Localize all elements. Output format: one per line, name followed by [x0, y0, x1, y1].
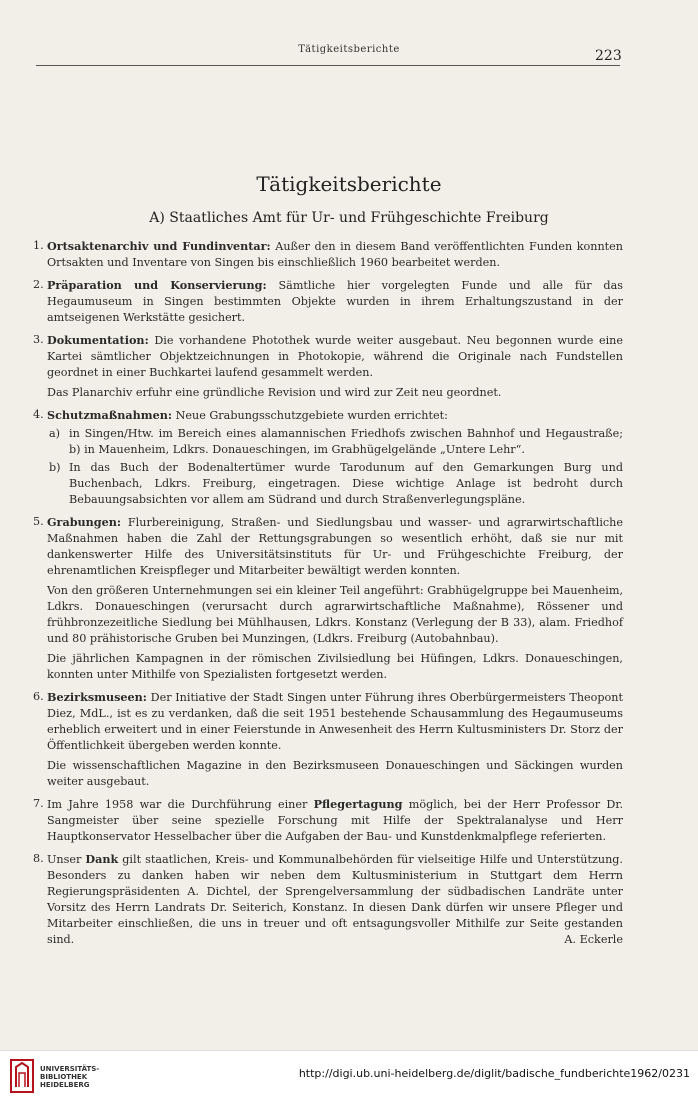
- item-text: gilt staatlichen, Kreis- und Kommunalbehörden für vielseitige Hilfe und Unterstützung. Besonders zu danken haben wir neben dem Kultusministerium in Stuttgart dem Herrn Regierungspräsidenten A. Dichtel, der Sprengelversammlung der südbadischen Landräte unter Vorsitz des Herrn Landrats Dr. Seiterich, Konstanz. In diesen Dank dürfen wir unsere Pfleger und Mitarbeiter einschließen, die uns in treuer und oft entsagungsvoller Mithilfe zur Seite gestanden sind.: [47, 853, 623, 946]
- item-text: Von den größeren Unternehmungen sei ein kleiner Teil angeführt: Grabhügelgruppe bei Mauenheim, Ldkrs. Donaueschingen (verursacht durch agrarwirtschaftliche Maßnahme), Rössener und frühbronzezeitliche Siedlung bei Mühlhausen, Ldkrs. Konstanz (Verlegung der B 33), alam. Friedhof und 80 prähistorische Gruben bei Munzingen, (Ldkrs. Freiburg (Autobahnbau).: [47, 584, 623, 645]
- item-number: 4.: [33, 408, 44, 421]
- item-text: Im Jahre 1958 war die Durchführung einer: [47, 798, 314, 811]
- report-item: [33, 514, 623, 683]
- header-rule: [36, 65, 620, 66]
- sub-item-label: a): [49, 427, 61, 440]
- item-text: Das Planarchiv erfuhr eine gründliche Revision und wird zur Zeit neu geordnet.: [47, 386, 502, 399]
- item-heading: Dokumentation:: [47, 333, 149, 347]
- page-title: Tätigkeitsberichte: [256, 172, 442, 196]
- sub-item: [47, 460, 623, 508]
- report-item: [33, 689, 623, 790]
- footer-bar: [0, 1050, 698, 1102]
- source-url-link[interactable]: http://digi.ub.uni-heidelberg.de/diglit/badische_fundberichte1962/0231: [298, 1067, 690, 1080]
- item-heading: Präparation und Konservierung:: [47, 278, 267, 292]
- item-heading: Bezirksmuseen:: [47, 690, 147, 704]
- item-text: Unser: [47, 853, 86, 866]
- report-item: [33, 332, 623, 401]
- item-text: Die wissenschaftlichen Magazine in den Bezirksmuseen Donaueschingen und Säckingen wurden weiter ausgebaut.: [47, 759, 623, 788]
- library-name-line: UNIVERSITÄTS-: [40, 1065, 100, 1073]
- item-heading: Pflegertagung: [313, 797, 403, 811]
- item-number: 6.: [33, 690, 44, 703]
- report-item: [33, 407, 623, 508]
- signature: A. Eckerle: [564, 933, 623, 946]
- sub-item-text: in Singen/Htw. im Bereich eines alamannischen Friedhofs zwischen Bahnhof und Hegaustraße; b) in Mauenheim, Ldkrs. Donaueschingen, im Grabhügelgelände „Untere Lehr“.: [69, 427, 623, 456]
- library-name-line: HEIDELBERG: [40, 1081, 90, 1089]
- item-number: 8.: [33, 852, 44, 865]
- report-item: [33, 851, 623, 948]
- report-item: [33, 796, 623, 845]
- sub-item-text: In das Buch der Bodenaltertümer wurde Tarodunum auf den Gemarkungen Burg und Buchenbach, Ldkrs. Freiburg, eingetragen. Diese wichtige Anlage ist bedroht durch Bebauungsabsichten vor allem am Südrand und durch Straßenverlegungspläne.: [69, 461, 623, 506]
- sub-item: [47, 426, 623, 458]
- item-text: möglich, bei der Herr Professor Dr. Sangmeister über seine spezielle Forschung mit Hilfe der Spektralanalyse und Herr Hauptkonservator Hesselbacher über die Aufgaben der Bau- und Kunstdenkmalpflege referierten.: [47, 798, 624, 843]
- item-heading: Dank: [85, 852, 119, 866]
- item-heading: Grabungen:: [47, 515, 121, 529]
- section-subtitle: A) Staatliches Amt für Ur- und Frühgeschichte Freiburg: [149, 210, 549, 226]
- item-number: 3.: [33, 333, 44, 346]
- library-name-line: BIBLIOTHEK: [40, 1073, 88, 1081]
- item-number: 7.: [33, 797, 44, 810]
- item-text: Sämtliche hier vorgelegten Funde und alle für das Hegaumuseum in Singen bestimmten Objekte wurden in ihrem Erhaltungszustand in der amtseigenen Werkstätte gesichert.: [47, 279, 623, 324]
- library-name: [40, 1065, 99, 1089]
- sub-item-label: b): [49, 461, 61, 474]
- running-head: Tätigkeitsberichte: [298, 44, 400, 55]
- item-text: Flurbereinigung, Straßen- und Siedlungsbau und wasser- und agrarwirtschaftliche Maßnahmen haben die Zahl der Rettungsgrabungen so wesentlich erhöht, daß sie nur mit dankenswerter Hilfe des Universitätsinstituts für Ur- und Frühgeschichte Freiburg, der ehrenamtlichen Kreispfleger und Mitarbeiter bewältigt werden konnten.: [47, 516, 623, 577]
- page-number: 223: [595, 48, 622, 64]
- item-text: Die vorhandene Photothek wurde weiter ausgebaut. Neu begonnen wurde eine Kartei sämtlicher Objektzeichnungen in Photokopie, während die Originale nach Fundstellen geordnet in einer Buchkartei laufend gesammelt werden.: [47, 334, 624, 379]
- report-item: [33, 238, 623, 271]
- item-heading: Ortsaktenarchiv und Fundinventar:: [47, 239, 271, 253]
- library-logo-icon[interactable]: [10, 1059, 34, 1093]
- item-text: Neue Grabungsschutzgebiete wurden errichtet:: [175, 409, 448, 422]
- report-body: [33, 238, 623, 954]
- sub-list: [47, 426, 623, 508]
- item-number: 1.: [33, 239, 44, 252]
- item-text: Die jährlichen Kampagnen in der römischen Zivilsiedlung bei Hüfingen, Ldkrs. Donaueschingen, konnten unter Mithilfe von Spezialisten fortgesetzt werden.: [47, 652, 623, 681]
- item-text: Der Initiative der Stadt Singen unter Führung ihres Oberbürgermeisters Theopont Diez, MdL., ist es zu verdanken, daß die seit 1951 bestehende Schausammlung des Hegaumuseums erheblich erweitert und in einer Feierstunde in Anwesenheit des Herrn Kultusministers Dr. Storz der Öffentlichkeit übergeben werden konnte.: [47, 691, 623, 752]
- item-text: Außer den in diesem Band veröffentlichten Funden konnten Ortsakten und Inventare von Singen bis einschließlich 1960 bearbeitet werden.: [47, 240, 623, 269]
- item-number: 5.: [33, 515, 44, 528]
- item-heading: Schutzmaßnahmen:: [47, 408, 173, 422]
- item-number: 2.: [33, 278, 44, 291]
- report-item: [33, 277, 623, 326]
